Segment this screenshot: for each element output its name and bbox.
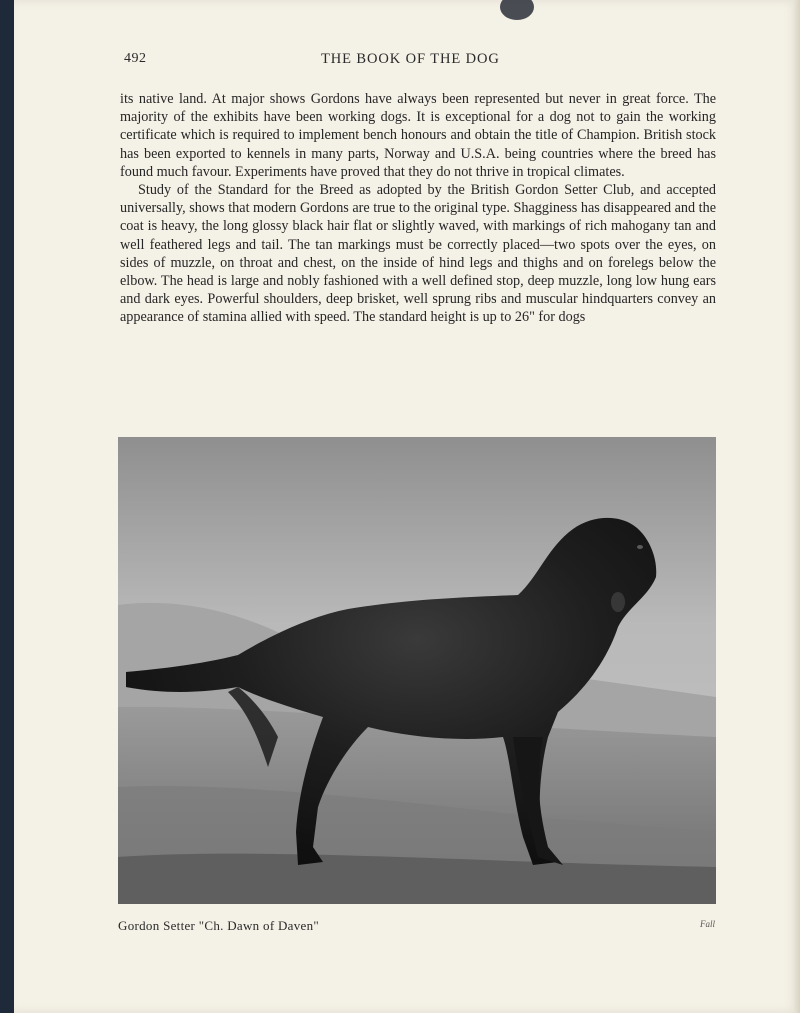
book-title: THE BOOK OF THE DOG (321, 51, 500, 67)
photo-credit: Fall (700, 919, 715, 929)
book-page (14, 0, 800, 1013)
page-edge (794, 0, 800, 1013)
paragraph-1: its native land. At major shows Gordons have always been represented but never in great force. The majority of the exhibits have been working dogs. It is exceptional for a dog not to gain the working certificate which is required to implement bench honours and obtain the title of Champion. British stock has been exported to kennels in many parts, Norway and U.S.A. being countries where the breed has found much favour. Experiments have proved that they do not thrive in tropical climates. (120, 91, 716, 180)
photo-caption: Gordon Setter "Ch. Dawn of Daven" (118, 918, 320, 933)
paragraph-2: Study of the Standard for the Breed as adopted by the British Gordon Setter Club, and accepted universally, shows that modern Gordons are true to the original type. Shagginess has disappeared and the coat is heavy, the long glossy black hair flat or slightly waved, with markings of rich mahogany tan and well feathered legs and tail. The tan markings must be correctly placed—two spots over the eyes, on sides of muzzle, on throat and chest, on the inside of hind legs and thighs and on forelegs below the elbow. The head is large and nobly fashioned with a well defined stop, deep muzzle, long low hung ears and dark eyes. Powerful shoulders, deep brisket, well sprung ribs and muscular hindquarters convey an appearance of stamina allied with speed. The standard height is up to 26" for dogs (120, 182, 716, 326)
gordon-setter-image (118, 437, 716, 904)
page-number: 492 (124, 51, 147, 66)
dog-photograph (118, 437, 716, 904)
body-text (120, 90, 716, 327)
running-head (14, 51, 800, 69)
